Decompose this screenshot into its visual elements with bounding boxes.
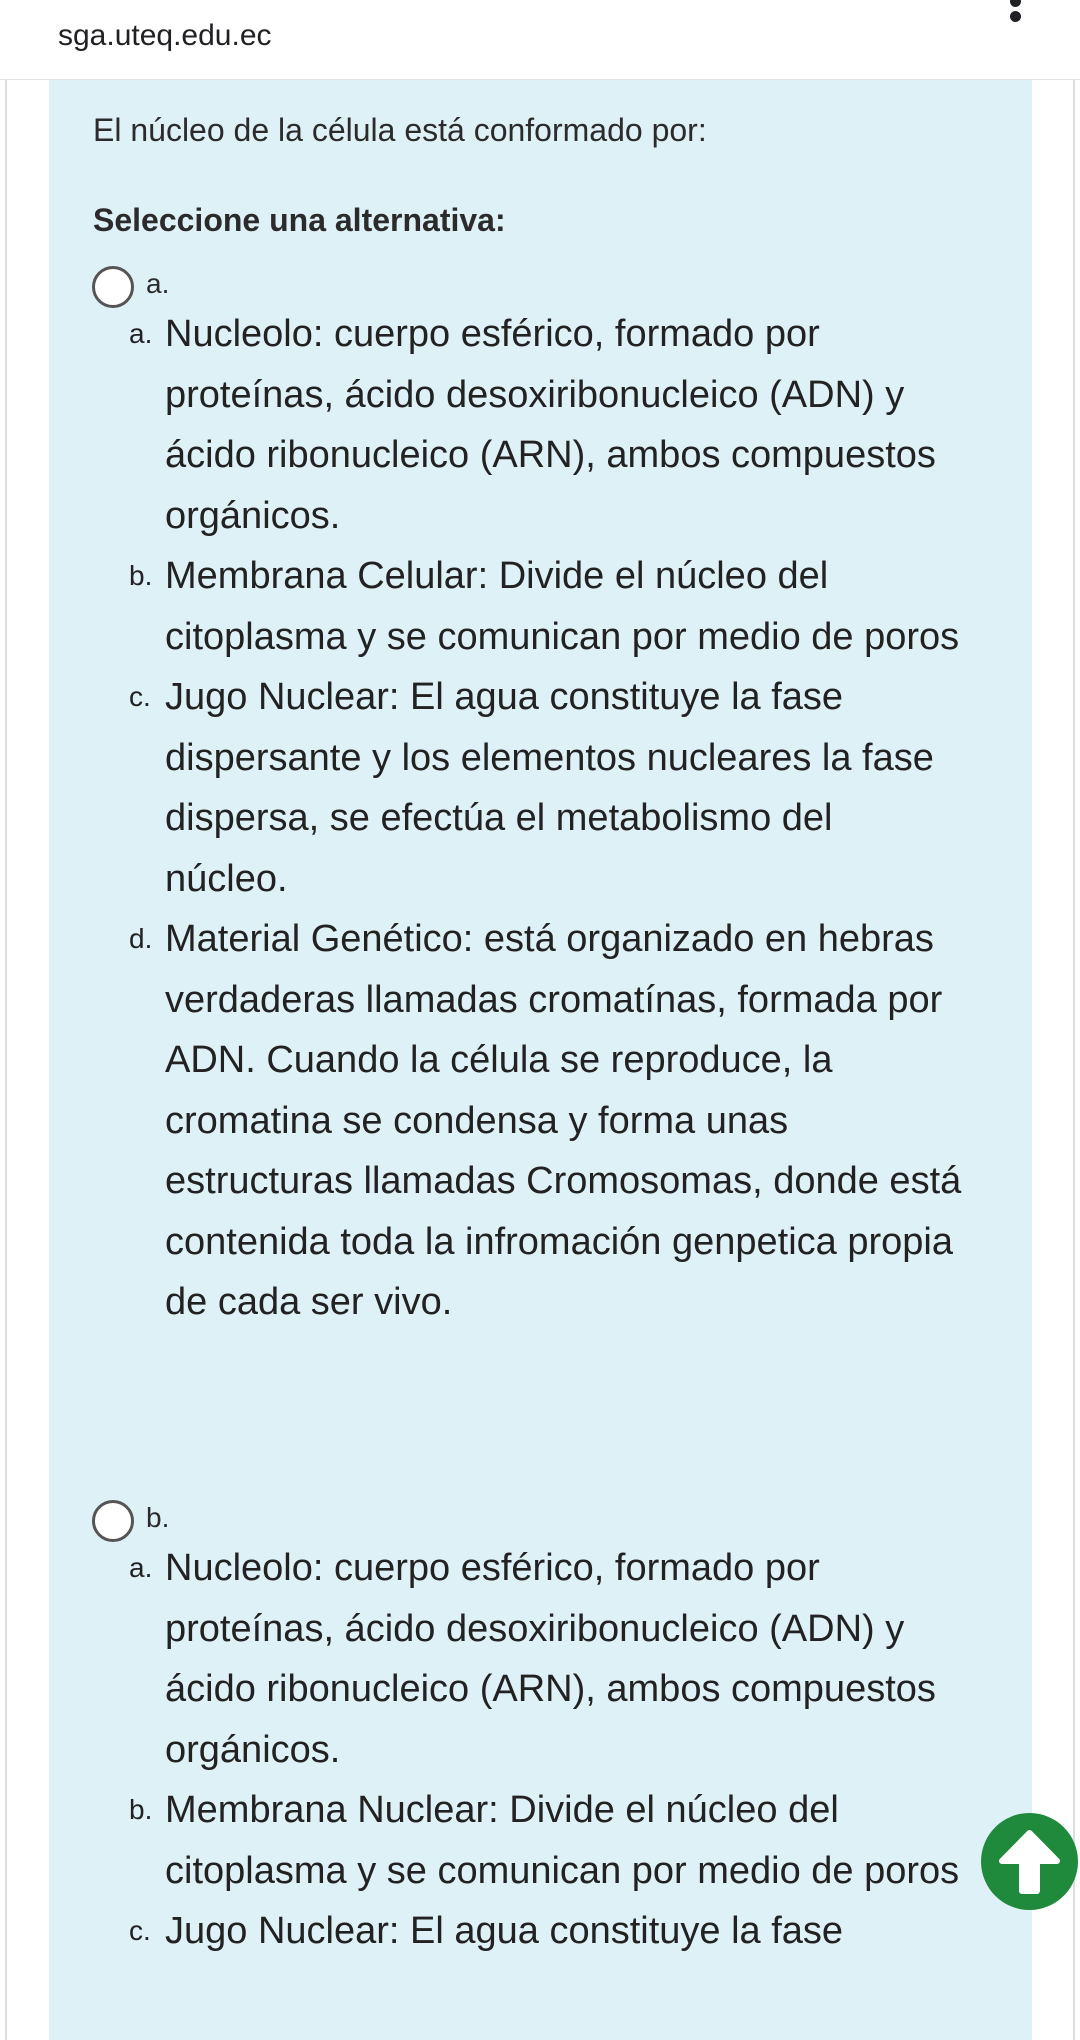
radio-button-b[interactable]: [92, 1500, 134, 1542]
list-item: [92, 1538, 992, 1780]
choice-letter: a.: [146, 268, 170, 299]
list-item-label: b.: [129, 1794, 153, 1825]
radio-button-a[interactable]: [92, 266, 134, 308]
choice-b-sublist: [92, 1538, 992, 1962]
list-item: [92, 304, 992, 546]
list-item: [92, 1780, 992, 1901]
list-item-text: Nucleolo: cuerpo esférico, formado por proteínas, ácido desoxiribonucleico (ADN) y ácido ribonucleico (ARN), ambos compuestos orgánicos.: [165, 313, 936, 537]
list-item-text: Membrana Celular: Divide el núcleo del citoplasma y se comunican por medio de poros: [165, 555, 960, 658]
arrow-up-icon: [981, 1813, 1078, 1910]
scroll-to-top-button[interactable]: [981, 1813, 1078, 1910]
list-item-label: b.: [129, 560, 153, 591]
list-item: [92, 667, 992, 909]
list-item-label: c.: [129, 1915, 151, 1946]
question-text: El núcleo de la célula está conformado por:: [93, 112, 707, 148]
choice-a-sublist: [92, 304, 992, 1333]
list-item-text: Material Genético: está organizado en hebras verdaderas llamadas cromatínas, formada por ADN. Cuando la célula se reproduce, la cromatina se condensa y forma unas estructuras llamadas Cromosomas, donde está contenida toda la infromación genpetica propia de cada ser vivo.: [165, 918, 962, 1323]
list-item: [92, 1901, 992, 1962]
list-item-label: c.: [129, 681, 151, 712]
list-item-text: Jugo Nuclear: El agua constituye la fase: [165, 1910, 844, 1952]
choice-letter: b.: [146, 1502, 170, 1533]
url-text[interactable]: sga.uteq.edu.ec: [58, 19, 272, 52]
answer-prompt: Seleccione una alternativa:: [93, 202, 506, 238]
list-item-text: Membrana Nuclear: Divide el núcleo del citoplasma y se comunican por medio de poros: [165, 1789, 960, 1892]
list-item-label: a.: [129, 318, 153, 349]
list-item-label: d.: [129, 923, 153, 954]
list-item: [92, 909, 992, 1333]
list-item-text: Jugo Nuclear: El agua constituye la fase dispersante y los elementos nucleares la fase dispersa, se efectúa el metabolismo del núcleo.: [165, 676, 934, 900]
list-item-text: Nucleolo: cuerpo esférico, formado por proteínas, ácido desoxiribonucleico (ADN) y ácido ribonucleico (ARN), ambos compuestos orgánicos.: [165, 1547, 936, 1771]
more-vert-icon[interactable]: [1008, 0, 1024, 24]
browser-address-bar: [0, 0, 1080, 80]
list-item-label: a.: [129, 1552, 153, 1583]
list-item: [92, 546, 992, 667]
